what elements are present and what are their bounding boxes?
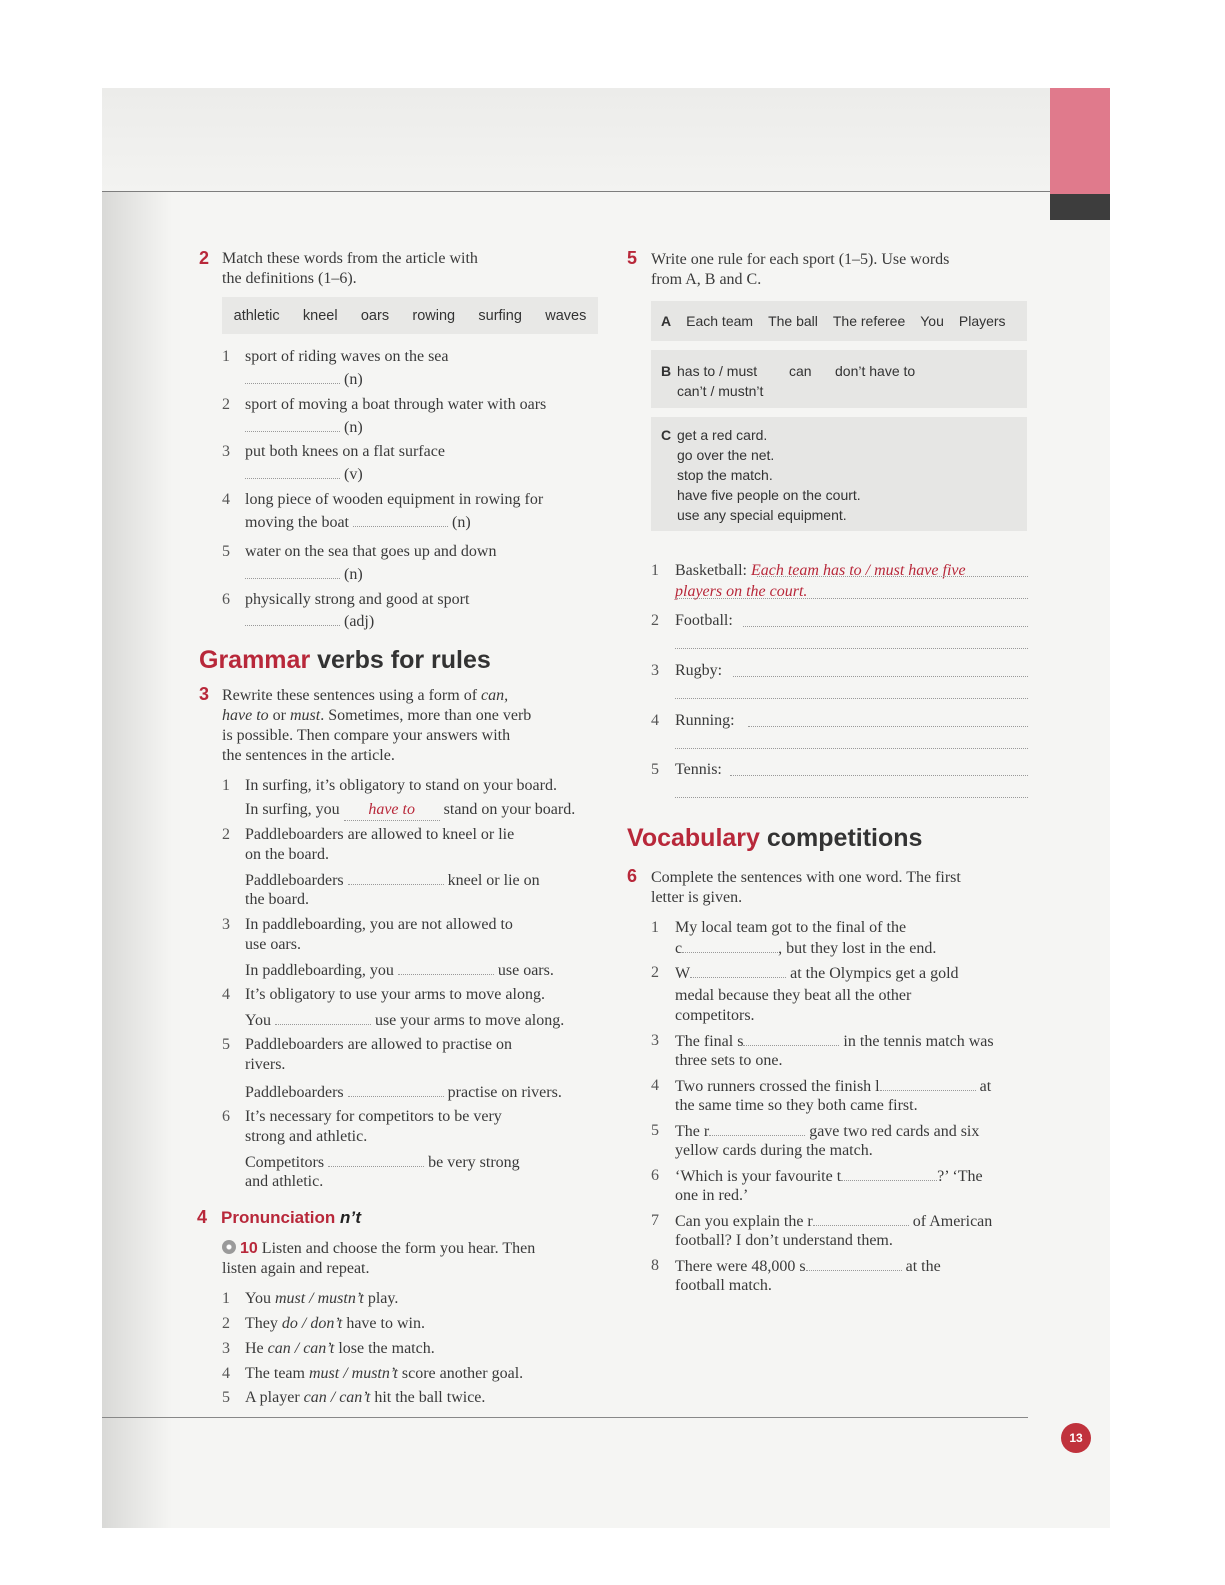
box-b — [651, 350, 1027, 408]
sentence-part: have to win. — [342, 1315, 425, 1332]
item-number: 1 — [651, 562, 659, 579]
rewrite-suffix: use oars. — [497, 962, 554, 979]
sentence-part: gave two red cards and six — [809, 1123, 980, 1140]
exercise-5-instruction: from A, B and C. — [651, 271, 762, 288]
item-number: 4 — [222, 986, 230, 1003]
item-number: 5 — [222, 543, 230, 560]
heading-rest-part: verbs for rules — [310, 646, 491, 674]
sentence-text: football? I don’t understand them. — [675, 1232, 893, 1249]
item-number: 3 — [651, 662, 659, 679]
exercise-3-number: 3 — [199, 684, 210, 704]
answer-dotted-line[interactable] — [743, 626, 1028, 627]
definition-text: moving the boat — [245, 514, 349, 531]
item-number: 6 — [222, 591, 230, 608]
exercise-3-instruction — [222, 706, 531, 726]
sentence-part: Two runners crossed the finish l — [675, 1078, 880, 1095]
source-sentence: It’s obligatory to use your arms to move along. — [245, 986, 545, 1003]
box-b-item: has to / must — [677, 363, 758, 379]
sentence-text: competitors. — [675, 1007, 755, 1024]
rewrite-line[interactable] — [245, 1082, 562, 1103]
answer-line[interactable] — [245, 512, 471, 533]
box-label: A — [661, 313, 672, 329]
page-binding-shadow — [102, 88, 172, 1528]
source-sentence: In paddleboarding, you are not allowed to — [245, 916, 513, 933]
gap-sentence[interactable] — [675, 963, 959, 984]
pronunciation-item[interactable] — [245, 1388, 485, 1408]
vocabulary-heading — [627, 824, 922, 853]
answer-line[interactable] — [245, 369, 363, 390]
sentence-text: one in red.’ — [675, 1187, 749, 1204]
sentence-part: at the Olympics get a gold — [790, 965, 959, 982]
page-number-badge: 13 — [1061, 1423, 1091, 1453]
rewrite-prefix: Paddleboarders — [245, 872, 344, 889]
pronunciation-heading — [221, 1208, 361, 1228]
instruction-text: . Sometimes, more than one verb — [320, 707, 532, 724]
example-answer: players on the court. — [675, 583, 808, 600]
rewrite-suffix: use your arms to move along. — [374, 1012, 565, 1029]
exercise-4-number: 4 — [197, 1207, 208, 1227]
part-of-speech: (n) — [344, 566, 363, 583]
item-number: 3 — [222, 916, 230, 933]
box-label: C — [661, 427, 672, 443]
part-of-speech: (n) — [344, 419, 363, 436]
gap-sentence[interactable] — [675, 1076, 991, 1097]
source-sentence: use oars. — [245, 936, 301, 953]
rewrite-line[interactable] — [245, 1152, 520, 1173]
box-a-item: You — [920, 313, 944, 329]
item-number: 4 — [222, 1365, 230, 1382]
sentence-part: The r — [675, 1123, 710, 1140]
sentence-text: medal because they beat all the other — [675, 987, 912, 1004]
item-number: 1 — [222, 777, 230, 794]
answer-line[interactable] — [245, 464, 363, 485]
box-a — [651, 301, 1027, 341]
sentence-text: the same time so they both came first. — [675, 1097, 918, 1114]
answer-line[interactable] — [245, 611, 374, 632]
sentence-part: The final s — [675, 1033, 744, 1050]
box-c-item: have five people on the court. — [677, 487, 861, 503]
box-label: B — [661, 363, 672, 379]
sentence-part: hit the ball twice. — [370, 1389, 486, 1406]
sentence-part: You — [245, 1290, 275, 1307]
exercise-5-instruction: Write one rule for each sport (1–5). Use words — [651, 251, 950, 268]
sentence-text: three sets to one. — [675, 1052, 783, 1069]
gap-sentence[interactable] — [675, 1031, 994, 1052]
exercise-4-instruction — [222, 1239, 535, 1259]
footer-rule — [102, 1417, 1028, 1418]
source-sentence: It’s necessary for competitors to be very — [245, 1108, 502, 1125]
instruction-italic: have to — [222, 707, 269, 724]
pronunciation-item[interactable] — [245, 1364, 523, 1384]
section-tab-dark — [1050, 194, 1110, 220]
box-a-item: The ball — [768, 313, 818, 329]
item-number: 2 — [222, 826, 230, 843]
sentence-part: The team — [245, 1365, 309, 1382]
answer-dotted-line[interactable] — [733, 676, 1028, 677]
item-number: 4 — [651, 1077, 659, 1094]
rule-line — [675, 582, 807, 602]
part-of-speech: (n) — [451, 514, 471, 531]
item-number: 6 — [222, 1108, 230, 1125]
rewrite-line[interactable] — [245, 870, 540, 891]
item-number: 4 — [651, 712, 659, 729]
source-sentence: on the board. — [245, 846, 329, 863]
sentence-part: play. — [363, 1290, 399, 1307]
sentence-part: at — [979, 1078, 992, 1095]
grammar-heading — [199, 646, 491, 675]
box-a-item: The referee — [832, 313, 906, 329]
box-b-item: don’t have to — [835, 363, 916, 379]
rewrite-suffix: practise on rivers. — [447, 1084, 562, 1101]
page-header-band — [102, 88, 1050, 192]
sentence-part: ‘Which is your favourite t — [675, 1168, 842, 1185]
answer-dotted-line[interactable] — [748, 726, 1028, 727]
sport-name: Rugby: — [675, 662, 723, 679]
rewrite-prefix: Competitors — [245, 1154, 325, 1171]
sport-name: Running: — [675, 712, 735, 729]
gap-sentence[interactable] — [675, 1166, 983, 1187]
part-of-speech: (adj) — [344, 613, 375, 630]
rewrite-suffix: kneel or lie on — [447, 872, 540, 889]
word-box-item: surfing — [478, 307, 522, 324]
sentence-part: , but they lost in the end. — [778, 940, 937, 957]
item-number: 5 — [651, 761, 659, 778]
part-of-speech: (n) — [344, 371, 363, 388]
rewrite-line[interactable] — [245, 1010, 564, 1031]
rule-line[interactable] — [675, 561, 1028, 581]
instruction-italic: must — [289, 707, 321, 724]
part-of-speech: (v) — [344, 466, 363, 483]
gap-sentence[interactable] — [675, 1211, 992, 1232]
exercise-2-instruction: the definitions (1–6). — [222, 270, 357, 287]
exercise-4-instruction: listen again and repeat. — [222, 1260, 370, 1277]
sentence-part: c — [675, 940, 683, 957]
rewrite-suffix: be very strong — [428, 1154, 520, 1171]
box-b-item: can — [789, 363, 812, 379]
item-number: 1 — [651, 919, 659, 936]
item-number: 2 — [222, 1315, 230, 1332]
word-box-item: kneel — [302, 307, 338, 324]
answer-dotted-line — [675, 598, 1028, 599]
exercise-2-word-box — [222, 297, 598, 334]
sentence-part: They — [245, 1315, 282, 1332]
sentence-part: ?’ ‘The — [937, 1168, 983, 1185]
source-sentence: In surfing, it’s obligatory to stand on your board. — [245, 777, 557, 794]
gap-sentence[interactable] — [675, 1121, 979, 1142]
sentence-part: W — [675, 965, 691, 982]
box-c — [651, 417, 1027, 531]
definition-text: sport of riding waves on the sea — [245, 348, 449, 365]
heading-red-part: Vocabulary — [627, 824, 760, 852]
sentence-part: He — [245, 1340, 268, 1357]
item-number: 6 — [651, 1167, 659, 1184]
choice-options[interactable]: do / don’t — [281, 1315, 343, 1332]
sport-name: Football: — [675, 612, 733, 629]
subheading-text: Pronunciation — [221, 1208, 340, 1227]
item-number: 3 — [222, 443, 230, 460]
item-number: 1 — [222, 348, 230, 365]
word-box-item: oars — [360, 307, 390, 324]
item-number: 4 — [222, 491, 230, 508]
source-sentence: Paddleboarders are allowed to practise on — [245, 1036, 513, 1053]
definition-text: long piece of wooden equipment in rowing for — [245, 491, 544, 508]
item-number: 5 — [222, 1036, 230, 1053]
answer-dotted-line[interactable] — [675, 648, 1028, 649]
item-number: 5 — [651, 1122, 659, 1139]
choice-options[interactable]: must / mustn’t — [274, 1290, 364, 1307]
answer-dotted-line[interactable] — [675, 748, 1028, 749]
choice-options[interactable]: must / mustn’t — [308, 1365, 398, 1382]
sentence-text: yellow cards during the match. — [675, 1142, 873, 1159]
source-sentence: strong and athletic. — [245, 1128, 368, 1145]
sentence-part: at the — [905, 1258, 941, 1275]
instruction-text: Listen and choose the form you hear. Then — [257, 1240, 536, 1257]
source-sentence: rivers. — [245, 1056, 286, 1073]
sentence-part: score another goal. — [397, 1365, 524, 1382]
exercise-6-instruction: letter is given. — [651, 889, 743, 906]
exercise-6-instruction: Complete the sentences with one word. The first — [651, 869, 961, 886]
instruction-text: or — [268, 707, 290, 724]
rewrite-prefix: Paddleboarders — [245, 1084, 344, 1101]
answer-dotted-line[interactable] — [675, 698, 1028, 699]
word-box-item: rowing — [412, 307, 456, 324]
answer-line[interactable] — [245, 417, 363, 438]
rewrite-line[interactable] — [245, 800, 575, 821]
item-number: 2 — [651, 964, 659, 981]
sentence-part: lose the match. — [334, 1340, 435, 1357]
audio-cd-icon[interactable] — [222, 1240, 236, 1254]
item-number: 3 — [651, 1032, 659, 1049]
sentence-text: My local team got to the final of the — [675, 919, 907, 936]
definition-text: put both knees on a flat surface — [245, 443, 445, 460]
box-a-item: Each team — [686, 313, 754, 329]
box-b-item: can’t / mustn’t — [677, 383, 764, 399]
pronunciation-item[interactable] — [245, 1289, 398, 1309]
definition-text: physically strong and good at sport — [245, 591, 470, 608]
exercise-2-number: 2 — [199, 248, 210, 268]
exercise-6-number: 6 — [627, 866, 638, 886]
answer-line[interactable] — [245, 564, 363, 585]
rewrite-suffix: the board. — [245, 891, 309, 908]
item-number: 3 — [222, 1340, 230, 1357]
word-box-item: waves — [545, 307, 587, 324]
pronunciation-item[interactable] — [245, 1339, 435, 1359]
box-c-item: use any special equipment. — [677, 507, 847, 523]
rewrite-line[interactable] — [245, 960, 554, 981]
sentence-part: Can you explain the r — [675, 1213, 813, 1230]
choice-options[interactable]: can / can’t — [303, 1389, 371, 1406]
box-c-item: go over the net. — [677, 447, 775, 463]
item-number: 5 — [222, 1389, 230, 1406]
sport-name: Tennis: — [675, 761, 722, 778]
definition-text: water on the sea that goes up and down — [245, 543, 497, 560]
exercise-2-instruction: Match these words from the article with — [222, 250, 478, 267]
sentence-text: football match. — [675, 1277, 772, 1294]
rewrite-suffix: and athletic. — [245, 1173, 324, 1190]
answer-dotted-line — [757, 576, 1028, 577]
rewrite-suffix: stand on your board. — [443, 801, 576, 818]
box-a-item: Players — [958, 313, 1006, 329]
audio-track-number: 10 — [240, 1240, 258, 1257]
item-number: 2 — [651, 612, 659, 629]
exercise-3-instruction: is possible. Then compare your answers with — [222, 727, 511, 744]
rewrite-prefix: In paddleboarding, you — [245, 962, 394, 979]
instruction-italic: can, — [481, 687, 509, 704]
example-answer: have to — [344, 800, 440, 821]
box-c-item: get a red card. — [677, 427, 768, 443]
heading-rest-part: competitions — [759, 824, 923, 852]
choice-options[interactable]: can / can’t — [267, 1340, 335, 1357]
heading-red-part: Grammar — [199, 646, 311, 674]
section-tab-pink — [1050, 88, 1110, 194]
rewrite-prefix: You — [245, 1012, 271, 1029]
exercise-5-number: 5 — [627, 248, 638, 268]
item-number: 2 — [222, 396, 230, 413]
instruction-text: Rewrite these sentences using a form of — [222, 687, 482, 704]
exercise-3-instruction — [222, 686, 508, 706]
source-sentence: Paddleboarders are allowed to kneel or lie — [245, 826, 515, 843]
word-box-item: athletic — [233, 307, 280, 324]
sport-name: Basketball: — [675, 562, 747, 579]
rewrite-prefix: In surfing, you — [245, 801, 340, 818]
example-answer: Each team has to / must have five — [750, 562, 966, 579]
subheading-italic: n’t — [340, 1208, 362, 1227]
answer-dotted-line[interactable] — [675, 797, 1028, 798]
gap-sentence[interactable] — [675, 1256, 941, 1277]
item-number: 1 — [222, 1290, 230, 1307]
item-number: 7 — [651, 1212, 659, 1229]
gap-sentence[interactable] — [675, 938, 936, 959]
sentence-part: There were 48,000 s — [675, 1258, 806, 1275]
item-number: 8 — [651, 1257, 659, 1274]
definition-text: sport of moving a boat through water with oars — [245, 396, 547, 413]
sentence-part: in the tennis match was — [843, 1033, 994, 1050]
box-c-item: stop the match. — [677, 467, 773, 483]
answer-dotted-line[interactable] — [730, 775, 1028, 776]
pronunciation-item[interactable] — [245, 1314, 425, 1334]
sentence-part: A player — [245, 1389, 304, 1406]
exercise-3-instruction: the sentences in the article. — [222, 747, 395, 764]
sentence-part: of American — [912, 1213, 993, 1230]
